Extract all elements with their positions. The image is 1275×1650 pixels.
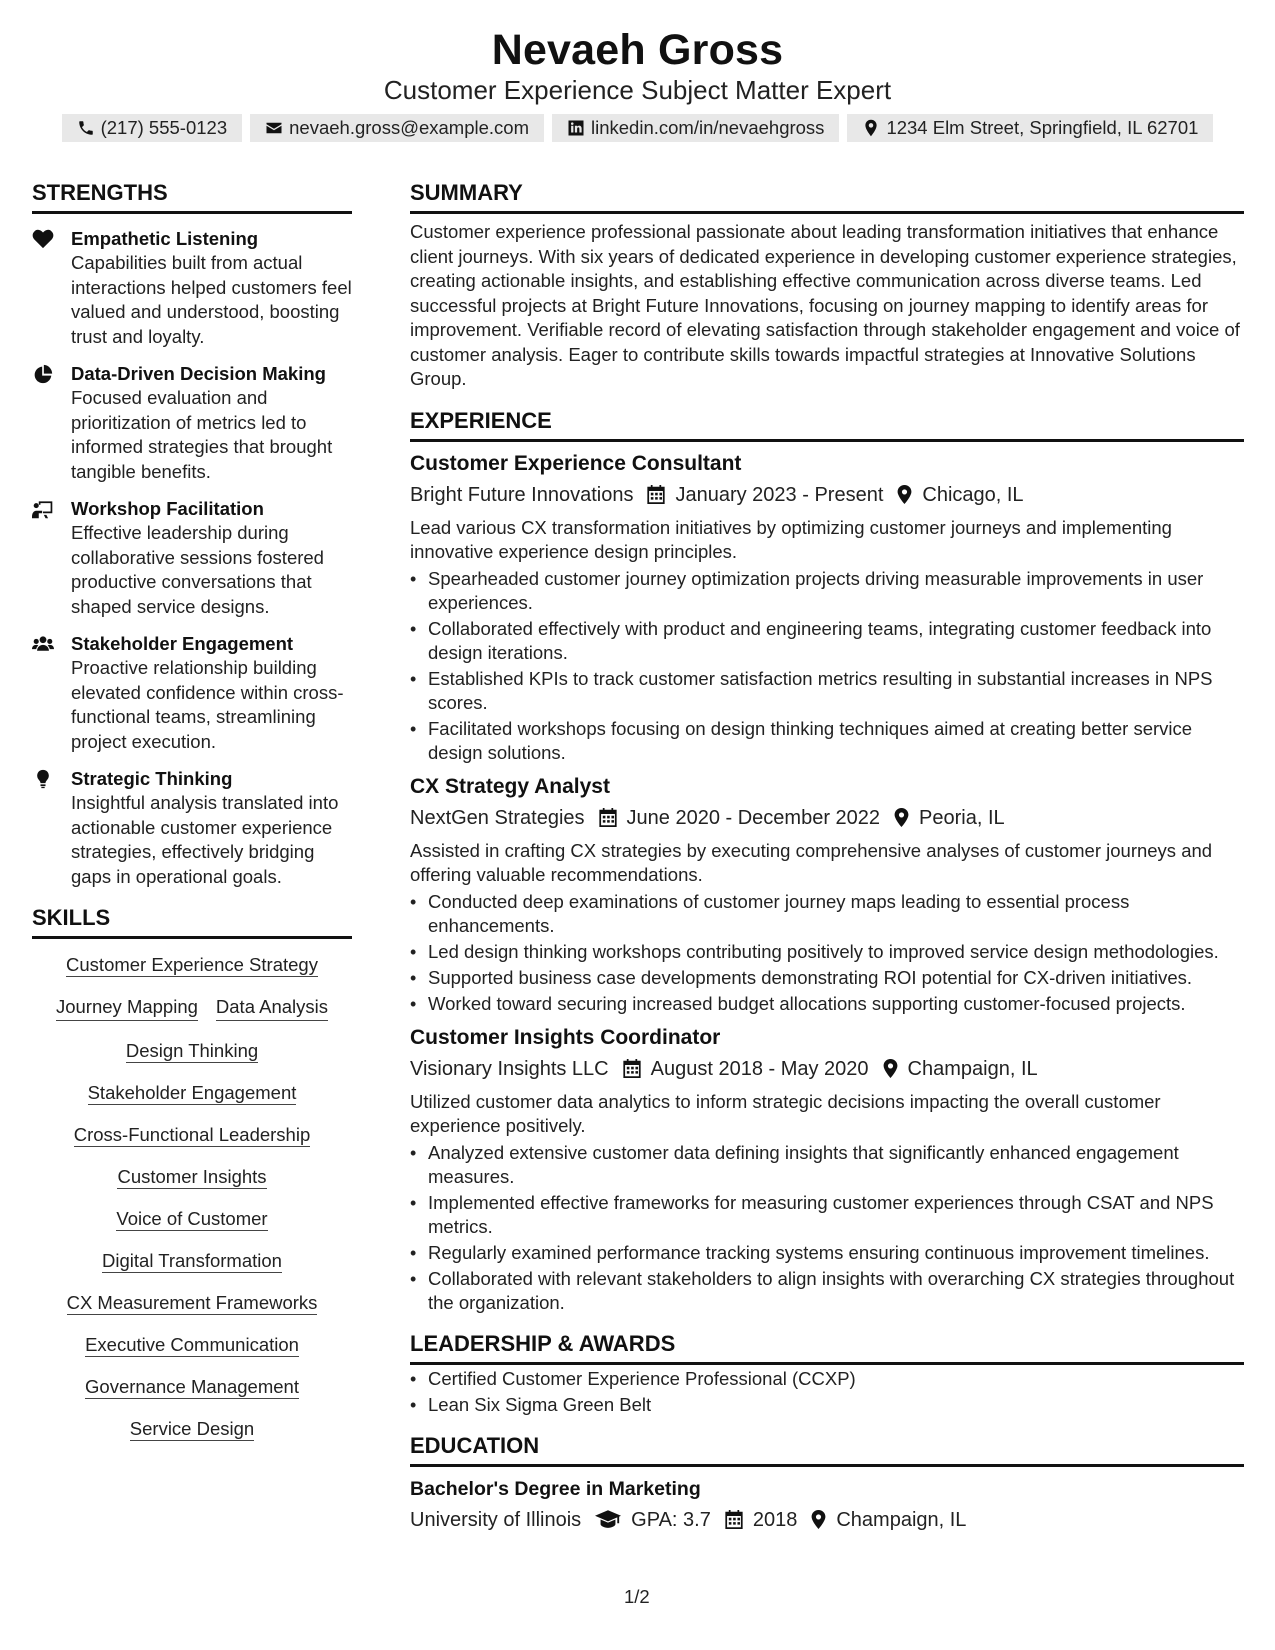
job-company: Bright Future Innovations <box>410 483 634 506</box>
heart-icon <box>32 229 54 249</box>
list-item: • Lean Six Sigma Green Belt <box>410 1393 1244 1417</box>
summary-text: Customer experience professional passionate about leading transformation initiatives that enhance client journeys. With six years of dedicated experience in developing customer experience strategies, creating actionable insights, and establishing effective communication across diverse teams. Led successful projects at Bright Future Innovations, focusing on journey mapping to identify areas for improvement. Verifiable record of elevating satisfaction through stakeholder engagement and voice of customer analysis. Eager to contribute skills towards impactful strategies at Innovative Solutions Group. <box>410 221 1240 389</box>
graduation-year: 2018 <box>752 1508 798 1531</box>
job-title: Customer Experience Consultant <box>410 451 742 475</box>
strength-title: Data-Driven Decision Making <box>71 363 326 384</box>
job-bullets <box>410 1141 1244 1315</box>
skill-tag: CX Measurement Frameworks <box>66 1292 318 1313</box>
skill-tag: Digital Transformation <box>102 1250 282 1271</box>
job-location: Peoria, IL <box>919 806 1005 829</box>
resume-header <box>0 0 1275 142</box>
skills-heading: SKILLS <box>32 903 352 939</box>
address-text: 1234 Elm Street, Springfield, IL 62701 <box>886 117 1199 138</box>
contact-email[interactable] <box>250 114 544 142</box>
list-item: • Led design thinking workshops contributing positively to improved service design methodologies. <box>410 940 1244 964</box>
education-section <box>410 1431 1244 1535</box>
education-meta <box>410 1505 1244 1535</box>
pie-chart-icon <box>32 364 54 384</box>
awards-section <box>410 1329 1244 1417</box>
strength-title: Empathetic Listening <box>71 228 259 249</box>
map-pin-icon <box>894 808 909 827</box>
strength-title: Strategic Thinking <box>71 768 233 789</box>
skill-tag: Executive Communication <box>85 1334 299 1355</box>
strength-item <box>32 496 352 619</box>
list-item: • Certified Customer Experience Professional (CCXP) <box>410 1367 1244 1391</box>
contact-phone[interactable] <box>62 114 243 142</box>
lightbulb-icon <box>32 769 54 789</box>
right-column <box>410 178 1244 1535</box>
skill-tag: Data Analysis <box>216 995 328 1021</box>
gpa: GPA: 3.7 <box>631 1508 711 1531</box>
contact-linkedin[interactable] <box>552 114 839 142</box>
candidate-title: Customer Experience Subject Matter Expert <box>383 75 892 105</box>
list-item: • Facilitated workshops focusing on design thinking techniques aimed at creating better service design solutions. <box>410 717 1244 765</box>
job-bullets <box>410 890 1244 1016</box>
skill-tag: Stakeholder Engagement <box>87 1082 297 1103</box>
strength-desc: Capabilities built from actual interactions helped customers feel valued and understood, boosting trust and loyalty. <box>71 252 352 347</box>
job-title: Customer Insights Coordinator <box>410 1025 721 1049</box>
experience-section <box>410 406 1244 1315</box>
strength-desc: Insightful analysis translated into actionable customer experience strategies, effectively bridging gaps in operational goals. <box>71 792 339 887</box>
map-pin-icon <box>897 485 912 504</box>
strength-item <box>32 361 352 484</box>
linkedin-icon <box>567 119 585 137</box>
job-description: Utilized customer data analytics to inform strategic decisions impacting the overall customer experience positively. <box>410 1090 1161 1136</box>
job-entry <box>410 1024 1244 1315</box>
strength-item <box>32 631 352 754</box>
map-pin-icon <box>862 119 880 137</box>
users-icon <box>32 634 54 654</box>
email-text: nevaeh.gross@example.com <box>289 117 529 138</box>
skill-tag: Governance Management <box>85 1376 299 1397</box>
school-location: Champaign, IL <box>836 1508 967 1531</box>
strength-title: Workshop Facilitation <box>71 498 264 519</box>
page-number: 1/2 <box>624 1586 650 1607</box>
calendar-icon <box>725 1510 743 1529</box>
contact-bar <box>0 114 1275 142</box>
list-item: • Implemented effective frameworks for measuring customer experiences through CSAT and NPS metrics. <box>410 1191 1244 1239</box>
skill-tag: Journey Mapping <box>56 995 198 1021</box>
job-company: NextGen Strategies <box>410 806 585 829</box>
skill-tag: Customer Experience Strategy <box>66 954 318 975</box>
skill-tag: Cross-Functional Leadership <box>73 1124 311 1145</box>
candidate-name: Nevaeh Gross <box>491 26 784 74</box>
awards-heading: LEADERSHIP & AWARDS <box>410 1329 1244 1365</box>
job-bullets <box>410 567 1244 765</box>
calendar-icon <box>599 808 617 827</box>
job-dates: June 2020 - December 2022 <box>626 806 881 829</box>
list-item: • Spearheaded customer journey optimization projects driving measurable improvements in user experiences. <box>410 567 1244 615</box>
strength-desc: Effective leadership during collaborative sessions fostered productive conversations that shaped service designs. <box>71 522 324 617</box>
map-pin-icon <box>811 1510 826 1529</box>
job-description: Lead various CX transformation initiatives by optimizing customer journeys and implementing innovative experience design principles. <box>410 516 1172 562</box>
contact-address <box>847 114 1213 142</box>
summary-section <box>410 178 1244 392</box>
school-name: University of Illinois <box>410 1508 582 1531</box>
job-location: Chicago, IL <box>922 483 1024 506</box>
list-item: • Established KPIs to track customer satisfaction metrics resulting in substantial increases in NPS scores. <box>410 667 1244 715</box>
phone-icon <box>77 119 95 137</box>
list-item: • Conducted deep examinations of customer journey maps leading to essential process enhancements. <box>410 890 1244 938</box>
left-column <box>32 178 352 1441</box>
job-title: CX Strategy Analyst <box>410 774 610 798</box>
strength-item <box>32 766 352 889</box>
experience-heading: EXPERIENCE <box>410 406 1244 442</box>
job-dates: August 2018 - May 2020 <box>650 1057 869 1080</box>
degree-title: Bachelor's Degree in Marketing <box>410 1477 701 1500</box>
job-meta <box>410 480 1244 510</box>
list-item: • Worked toward securing increased budget allocations supporting customer-focused projects. <box>410 992 1244 1016</box>
map-pin-icon <box>883 1059 898 1078</box>
calendar-icon <box>647 485 665 504</box>
skill-tag: Voice of Customer <box>116 1208 268 1229</box>
strength-desc: Proactive relationship building elevated confidence within cross-functional teams, streamlining project execution. <box>71 657 344 752</box>
job-meta <box>410 1054 1244 1084</box>
phone-text: (217) 555-0123 <box>100 117 228 138</box>
job-dates: January 2023 - Present <box>675 483 884 506</box>
graduation-cap-icon <box>595 1510 621 1529</box>
skills-list <box>32 953 352 1441</box>
job-company: Visionary Insights LLC <box>410 1057 609 1080</box>
calendar-icon <box>623 1059 641 1078</box>
skill-tag: Customer Insights <box>117 1166 267 1187</box>
envelope-icon <box>265 119 283 137</box>
list-item: • Collaborated with relevant stakeholders to align insights with overarching CX strategies throughout the organization. <box>410 1267 1244 1315</box>
job-location: Champaign, IL <box>907 1057 1038 1080</box>
awards-list <box>410 1367 1244 1417</box>
presentation-icon <box>32 499 54 519</box>
job-meta <box>410 803 1244 833</box>
summary-heading: SUMMARY <box>410 178 1244 214</box>
strengths-heading: STRENGTHS <box>32 178 352 214</box>
job-description: Assisted in crafting CX strategies by executing comprehensive analyses of customer journeys and offering valuable recommendations. <box>410 839 1213 885</box>
list-item: • Collaborated effectively with product and engineering teams, integrating customer feedback into design iterations. <box>410 617 1244 665</box>
strength-item <box>32 226 352 349</box>
list-item: • Regularly examined performance tracking systems ensuring continuous improvement timelines. <box>410 1241 1244 1265</box>
strengths-list <box>32 226 352 889</box>
list-item: • Analyzed extensive customer data defining insights that significantly enhanced engagement measures. <box>410 1141 1244 1189</box>
skills-section <box>32 903 352 1441</box>
linkedin-text: linkedin.com/in/nevaehgross <box>591 117 825 138</box>
education-heading: EDUCATION <box>410 1431 1244 1467</box>
skill-tag: Service Design <box>129 1418 255 1439</box>
strength-title: Stakeholder Engagement <box>71 633 294 654</box>
skill-tag: Design Thinking <box>125 1040 259 1061</box>
list-item: • Supported business case developments demonstrating ROI potential for CX-driven initiatives. <box>410 966 1244 990</box>
strength-desc: Focused evaluation and prioritization of metrics led to informed strategies that brought tangible benefits. <box>71 387 333 482</box>
job-entry <box>410 450 1244 765</box>
job-entry <box>410 773 1244 1016</box>
